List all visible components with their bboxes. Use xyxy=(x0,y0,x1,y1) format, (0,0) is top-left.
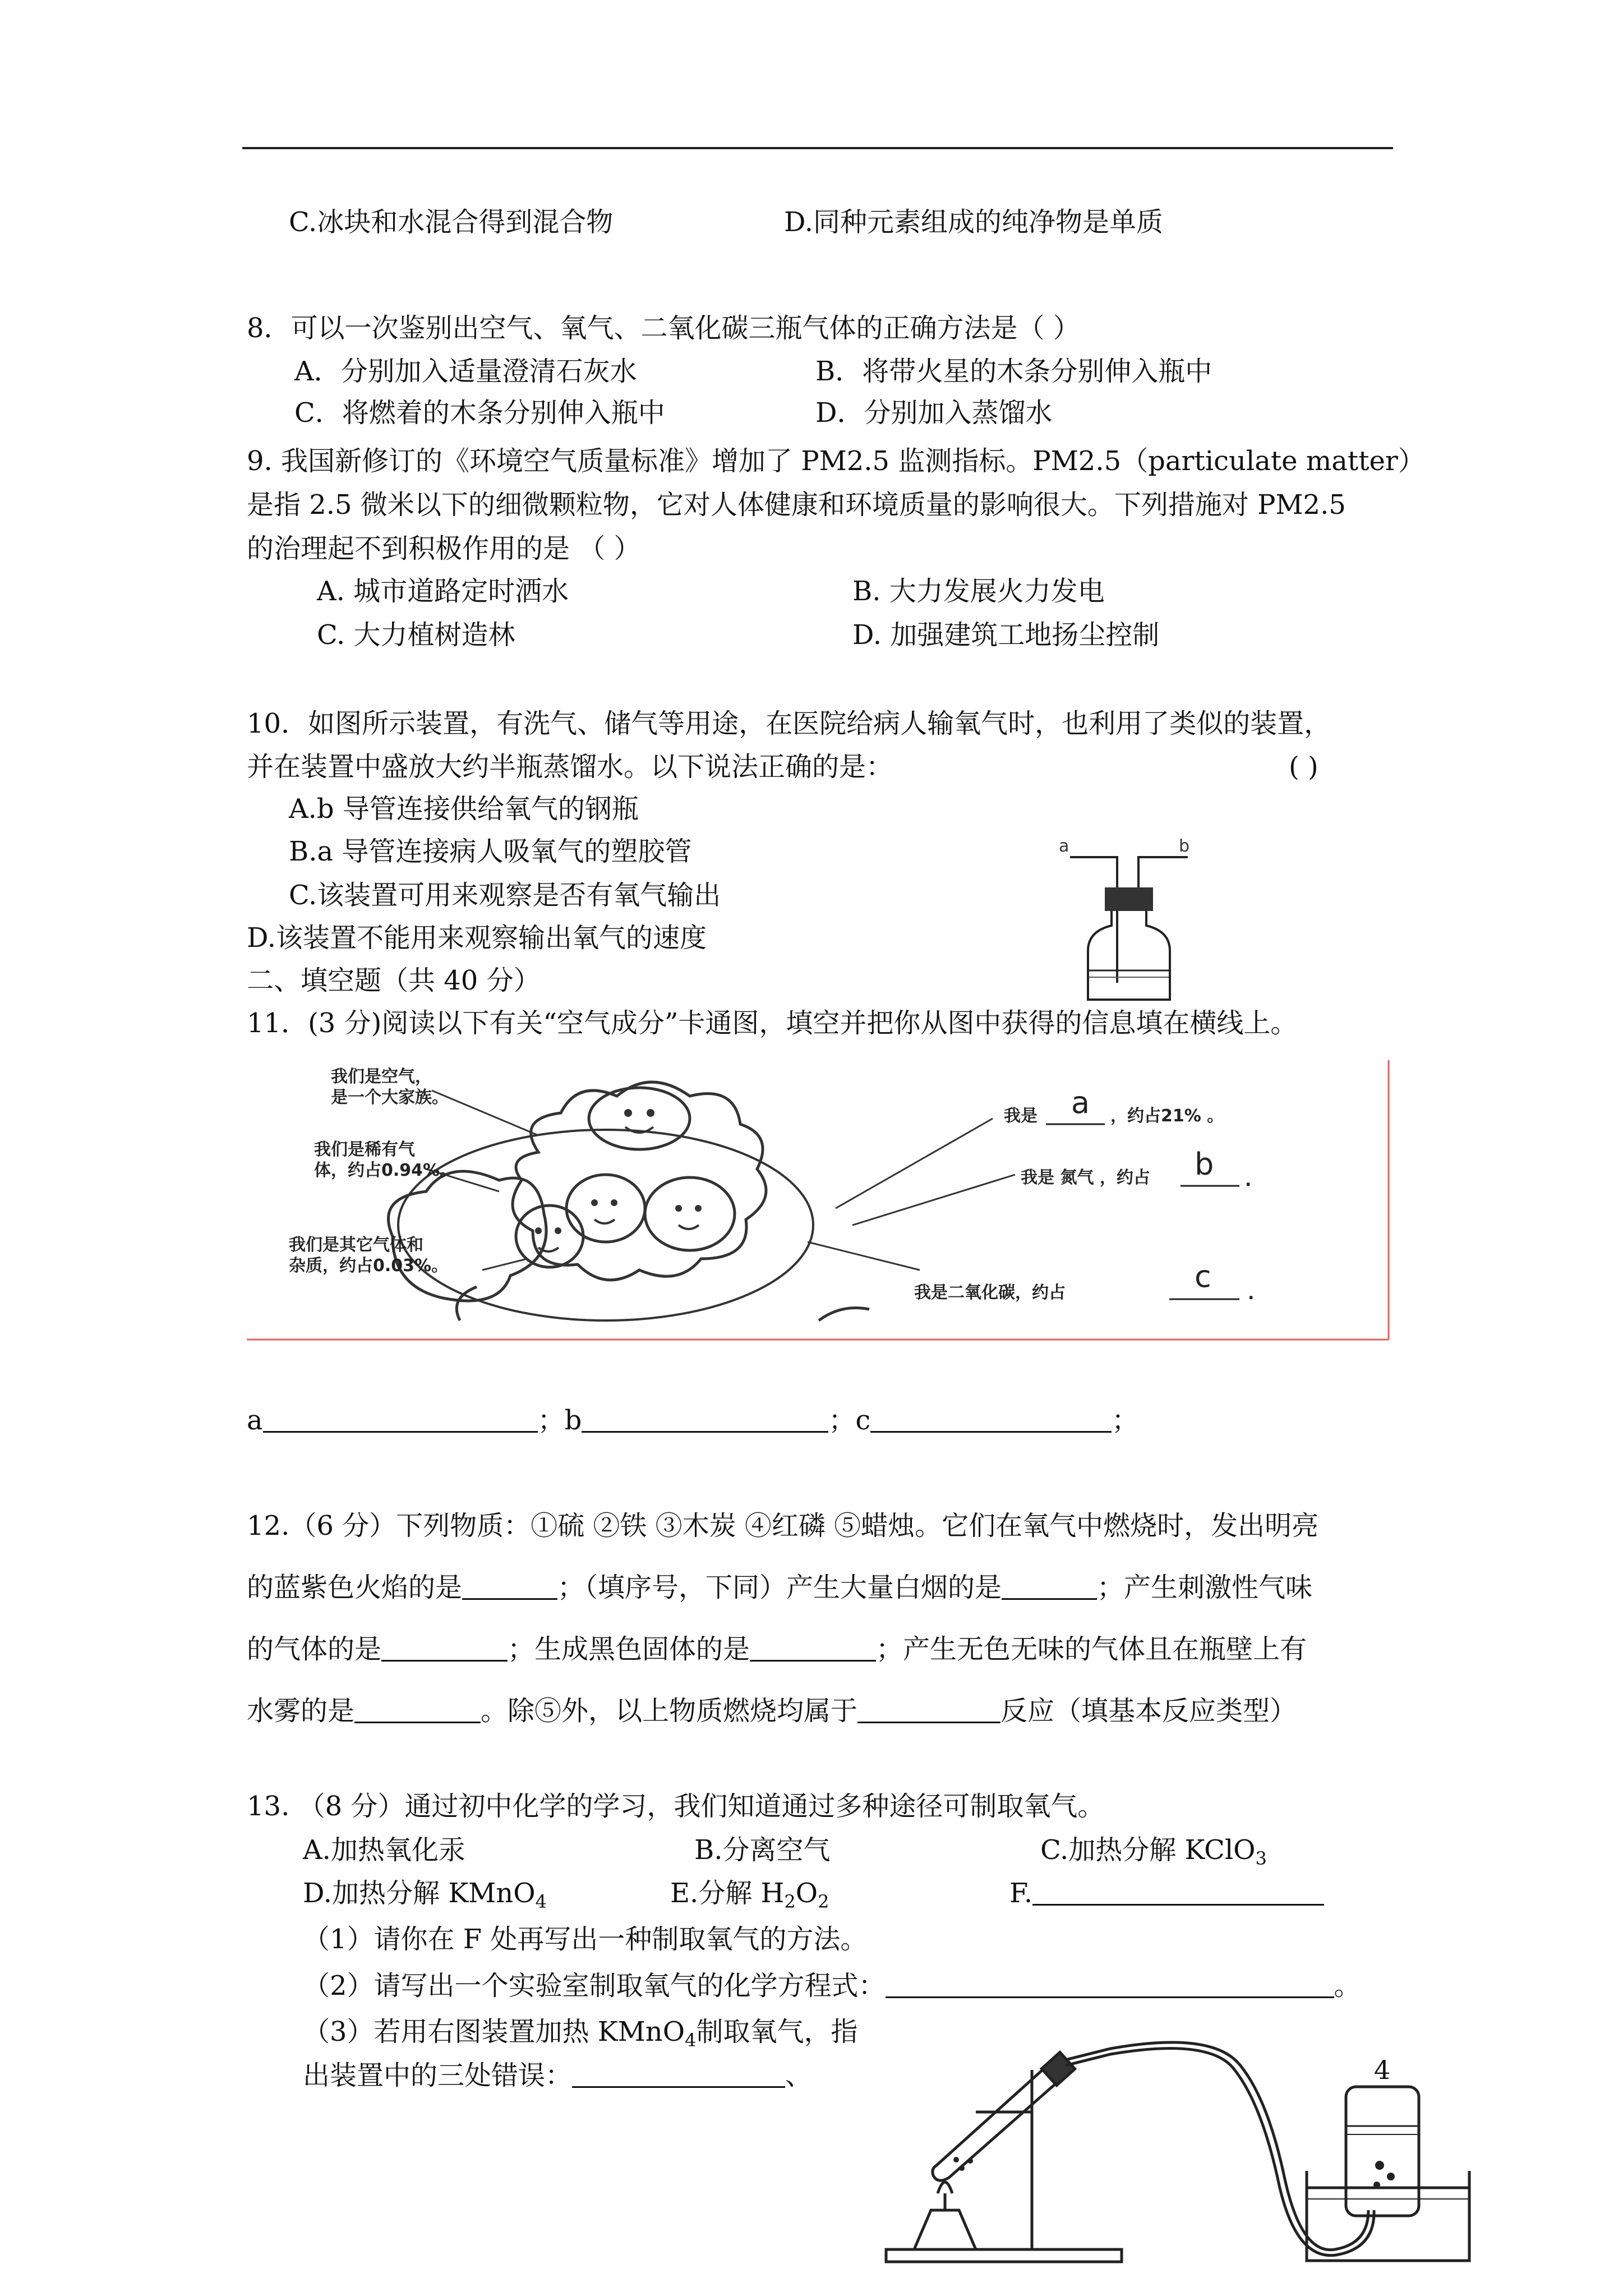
cartoon-nitrogen-period: . xyxy=(1245,1171,1252,1190)
q13-sub-3-subscript: 4 xyxy=(685,2030,697,2051)
q13-blank-error-1[interactable] xyxy=(572,2062,785,2088)
q13-sub-3-line-1 xyxy=(303,2015,857,2057)
cartoon-co2-blank-c: c xyxy=(1195,1259,1211,1294)
cartoon-rare-gas-line-2: 体，约占0.94%。 xyxy=(314,1161,457,1180)
q13-option-e-subscript-2: 2 xyxy=(818,1891,829,1912)
q8-stem: 8．可以一次鉴别出空气、氧气、二氧化碳三瓶气体的正确方法是（ ） xyxy=(247,312,1080,344)
q7-option-d: D.同种元素组成的纯净物是单质 xyxy=(784,206,1164,238)
q12-line-3 xyxy=(247,1632,1307,1666)
cartoon-nitrogen-blank-b: b xyxy=(1195,1147,1214,1182)
gas-washing-bottle-figure xyxy=(1054,836,1206,1004)
q13-sub-2-text: （2）请写出一个实验室制取氧气的化学方程式： xyxy=(303,1970,886,2001)
q13-option-c xyxy=(1040,1833,1267,1875)
q12-line-3-part-1: 的气体的是 xyxy=(247,1634,382,1665)
q9-line-3: 的治理起不到积极作用的是 （ ） xyxy=(247,533,641,564)
q12-blank-black-solid[interactable] xyxy=(750,1635,876,1662)
q13-sub-3-end: 、 xyxy=(785,2060,813,2091)
q13-option-e-text: E.分解 H xyxy=(670,1878,785,1909)
q13-option-e-o: O xyxy=(795,1878,818,1909)
q13-sub-3-line-2-text: 出装置中的三处错误： xyxy=(303,2060,573,2091)
q9-option-a: A. 城市道路定时洒水 xyxy=(317,576,569,607)
q12-line-3-part-3: ；产生无色无味的气体且在瓶壁上有 xyxy=(876,1634,1307,1665)
q12-blank-white-smoke[interactable] xyxy=(1002,1573,1097,1600)
q13-option-f-label: F. xyxy=(1009,1878,1033,1909)
q12-line-4-part-3: 反应（填基本反应类型） xyxy=(1000,1695,1297,1727)
cartoon-oxygen-pre: 我是 xyxy=(1004,1106,1038,1126)
tube-label-a: a xyxy=(1059,836,1069,856)
q12-line-4 xyxy=(247,1694,1297,1728)
q12-blank-pungent-gas[interactable] xyxy=(381,1635,508,1662)
q10-answer-paren: ( ) xyxy=(1289,751,1318,783)
q9-option-d: D. 加强建筑工地扬尘控制 xyxy=(852,619,1160,651)
q12-line-3-part-2: ；生成黑色固体的是 xyxy=(508,1634,750,1665)
cartoon-rare-gas-line-1: 我们是稀有气 xyxy=(314,1140,415,1159)
q13-option-c-subscript: 3 xyxy=(1255,1848,1267,1869)
q13-blank-equation[interactable] xyxy=(886,1972,1334,1998)
q7-option-c: C.冰块和水混合得到混合物 xyxy=(289,206,614,238)
q11-blank-c[interactable] xyxy=(870,1406,1112,1433)
section-2-title: 二、填空题（共 40 分） xyxy=(247,965,541,996)
q13-blank-f[interactable] xyxy=(1032,1879,1324,1906)
q8-option-d: D．分别加入蒸馏水 xyxy=(815,397,1053,429)
cartoon-co2-pre: 我是二氧化碳，约占 xyxy=(914,1283,1066,1303)
q10-option-c: C.该装置可用来观察是否有氧气输出 xyxy=(289,880,721,911)
q12-blank-reaction-type[interactable] xyxy=(857,1697,1000,1723)
cartoon-oxygen-post: ，约占21% 。 xyxy=(1110,1106,1224,1126)
oxygen-generation-apparatus-figure xyxy=(875,1997,1481,2277)
q9-option-b: B. 大力发展火力发电 xyxy=(852,576,1105,607)
q11-stem: 11．(3 分)阅读以下有关“空气成分”卡通图，填空并把你从图中获得的信息填在横线上。 xyxy=(247,1007,1298,1039)
q11-end: ； xyxy=(1112,1405,1139,1436)
cartoon-family-line-1: 我们是空气， xyxy=(331,1067,432,1087)
q13-option-d xyxy=(303,1876,547,1918)
q8-option-c: C．将燃着的木条分别伸入瓶中 xyxy=(294,397,665,429)
q13-sub-3-line-2 xyxy=(303,2059,812,2092)
q12-line-2 xyxy=(247,1571,1312,1604)
q13-option-b: B.分离空气 xyxy=(694,1834,831,1866)
q11-label-c: ；c xyxy=(828,1405,871,1436)
q8-option-a: A．分别加入适量澄清石灰水 xyxy=(294,356,637,387)
q10-option-d: D.该装置不能用来观察输出氧气的速度 xyxy=(247,922,707,954)
q12-line-1: 12.（6 分）下列物质：①硫 ②铁 ③木炭 ④红磷 ⑤蜡烛。它们在氧气中燃烧时，发出明亮 xyxy=(247,1510,1319,1542)
q12-line-4-part-1: 水雾的是 xyxy=(247,1695,355,1727)
q13-option-d-text: D.加热分解 KMnO xyxy=(303,1878,536,1909)
q10-option-b: B.a 导管连接病人吸氧气的塑胶管 xyxy=(289,836,692,867)
cartoon-family-line-2: 是一个大家族。 xyxy=(331,1088,449,1107)
header-rule xyxy=(242,147,1393,149)
cartoon-other-line-1: 我们是其它气体和 xyxy=(289,1235,423,1255)
cartoon-other-line-2: 杂质，约占0.03%。 xyxy=(289,1256,449,1276)
cartoon-nitrogen-pre: 我是 氮气 ，约占 xyxy=(1021,1168,1150,1188)
q8-option-b: B．将带火星的木条分别伸入瓶中 xyxy=(815,356,1212,387)
q10-line-1: 10．如图所示装置，有洗气、储气等用途，在医院给病人输氧气时，也利用了类似的装置， xyxy=(247,708,1331,739)
q12-blank-water-mist[interactable] xyxy=(354,1697,481,1723)
q13-sub-2-end: 。 xyxy=(1334,1970,1361,2001)
tube-label-b: b xyxy=(1179,836,1190,856)
q12-line-2-part-1: 的蓝紫色火焰的是 xyxy=(247,1572,463,1603)
q13-option-e xyxy=(670,1876,829,1918)
q9-option-c: C. 大力植树造林 xyxy=(317,619,515,651)
cartoon-co2-period: . xyxy=(1248,1284,1255,1304)
q13-sub-1: （1）请你在 F 处再写出一种制取氧气的方法。 xyxy=(303,1924,868,1955)
q10-option-a: A.b 导管连接供给氧气的钢瓶 xyxy=(289,793,639,825)
q13-stem: 13. （8 分）通过初中化学的学习，我们知道通过多种途径可制取氧气。 xyxy=(247,1791,1105,1822)
q9-line-1: 9. 我国新修订的《环境空气质量标准》增加了 PM2.5 监测指标。PM2.5（particulate matter） xyxy=(247,445,1425,477)
q13-sub-3-text-1: （3）若用右图装置加热 KMnO xyxy=(303,2016,685,2047)
q13-sub-3-text-2: 制取氧气，指 xyxy=(696,2016,858,2047)
q13-option-e-subscript-1: 2 xyxy=(784,1891,796,1912)
air-composition-cartoon xyxy=(247,1057,1394,1343)
cartoon-oxygen-blank-a: a xyxy=(1071,1085,1090,1120)
q12-line-2-part-3: ；产生刺激性气味 xyxy=(1097,1572,1313,1603)
q11-label-a: a xyxy=(247,1405,263,1436)
q10-line-2: 并在装置中盛放大约半瓶蒸馏水。以下说法正确的是： xyxy=(247,751,893,783)
q11-blank-b[interactable] xyxy=(582,1406,828,1433)
q11-label-b: ；b xyxy=(537,1405,582,1436)
q13-option-d-subscript: 4 xyxy=(535,1891,547,1912)
q11-blank-a[interactable] xyxy=(263,1406,538,1433)
q13-option-c-text: C.加热分解 KClO xyxy=(1040,1834,1256,1866)
q12-line-4-part-2: 。除⑤外，以上物质燃烧均属于 xyxy=(481,1695,858,1727)
q12-line-2-part-2: ；（填序号，下同）产生大量白烟的是 xyxy=(557,1572,1002,1603)
q13-option-f xyxy=(1009,1876,1324,1910)
q11-answer-line xyxy=(247,1404,1138,1437)
q13-option-a: A.加热氧化汞 xyxy=(303,1834,465,1866)
q12-blank-blue-flame[interactable] xyxy=(462,1573,557,1600)
q9-line-2: 是指 2.5 微米以下的细微颗粒物，它对人体健康和环境质量的影响很大。下列措施对 PM2.5 xyxy=(247,489,1346,521)
page-number: 4 xyxy=(1374,2055,1391,2085)
